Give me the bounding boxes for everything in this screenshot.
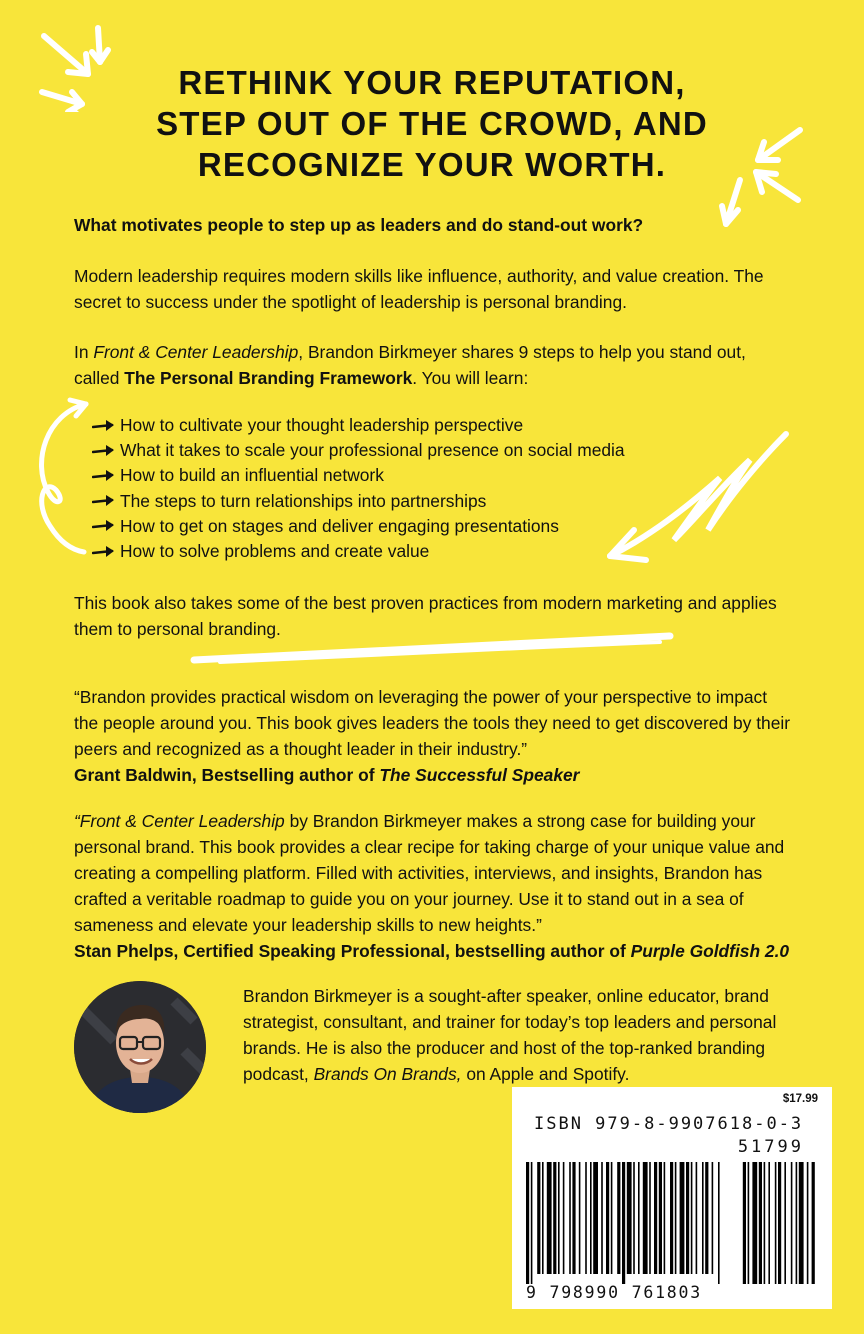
barcode-addon-bar [752,1162,757,1284]
barcode-bar [611,1162,613,1274]
list-item: How to build an influential network [92,463,625,488]
barcode-bars [526,1162,818,1284]
framework-paragraph [74,339,794,391]
barcode-addon-bar [799,1162,804,1284]
barcode-addon-bar [807,1162,809,1284]
barcode-bar [659,1162,662,1274]
learn-list [92,413,625,564]
barcode-bar [558,1162,560,1274]
barcode-bar [537,1162,540,1274]
author-portrait-icon [74,981,206,1113]
arrow-right-icon [92,419,118,433]
barcode-addon-bar [748,1162,750,1284]
barcode-bar [569,1162,571,1274]
intro-paragraph: Modern leadership requires modern skills like influence, authority, and value creation. The secret to success under the spotlight of leadership is personal branding. [74,266,764,312]
arrow-right-icon [92,519,118,533]
barcode-addon-bar [764,1162,766,1284]
barcode-bar [654,1162,657,1274]
barcode-bar [542,1162,544,1274]
barcode-bar [633,1162,635,1274]
barcode-bar [617,1162,620,1274]
list-item: How to solve problems and create value [92,539,625,564]
arrow-right-icon [92,469,118,483]
headline-line-2: STEP OUT OF THE CROWD, AND [156,105,708,142]
barcode-bar [638,1162,640,1274]
framework-name: The Personal Branding Framework [124,368,413,388]
barcode-bar [702,1162,704,1274]
barcode-addon-bar [784,1162,786,1284]
price-label: $17.99 [782,1093,818,1105]
barcode-bar [675,1162,677,1274]
barcode-bar [670,1162,673,1274]
lead-question: What motivates people to step up as leaders and do stand-out work? [74,215,644,235]
barcode-bar [680,1162,685,1274]
barcode-bar [718,1162,720,1284]
barcode-bar [593,1162,598,1274]
barcode-addon-bar [768,1162,770,1284]
barcode-bar [572,1162,575,1274]
chalk-curl-arrow-icon [26,392,96,562]
barcode-bar [590,1162,592,1274]
framework-middle: , Brandon Birkmeyer shares 9 steps to help you stand out, called [74,342,746,388]
barcode-bar [664,1162,666,1274]
arrow-right-icon [92,444,118,458]
testimonial-quote: “Front & Center Leadership by Brandon Birkmeyer makes a strong case for building your personal brand. This book provides a clear recipe for taking charge of your unique value and creating a compelling platform. Filled with activities, interviews, and insights, Brandon has crafted a veritable roadmap to guide you on your journey. Use it to stand out in a sea of sameness and elevate your leadership skills to new heights.” [74,811,785,935]
testimonial-attribution: Grant Baldwin, Bestselling author of The Successful Speaker [74,765,580,785]
barcode-bar [553,1162,556,1274]
testimonial-1 [74,684,794,788]
author-bio: Brandon Birkmeyer is a sought-after speaker, online educator, brand strategist, consultant, and trainer for today’s top leaders and personal brands. He is also the producer and host of the top-ranked branding podcast, Brands On Brands, on Apple and Spotify. [243,986,777,1084]
headline-line-3: RECOGNIZE YOUR WORTH. [197,146,667,183]
author-photo [74,981,206,1113]
barcode-addon-bar [743,1162,746,1284]
barcode-bar [606,1162,609,1274]
barcode-bar [643,1162,648,1274]
closing-paragraph: This book also takes some of the best proven practices from modern marketing and applies them to personal branding. [74,593,777,639]
barcode-bar [649,1162,651,1274]
barcode-addon-bar [775,1162,777,1284]
barcode-bar [705,1162,708,1274]
arrow-right-icon [92,545,118,559]
barcode-bar [531,1162,533,1284]
barcode-bar [579,1162,581,1274]
arrow-right-icon [92,494,118,508]
barcode-bar [601,1162,603,1274]
barcode-addon-bar [778,1162,781,1284]
headline-line-1: RETHINK YOUR REPUTATION, [178,64,686,101]
quote-book-title: “Front & Center Leadership [74,811,285,831]
testimonial-work: The Successful Speaker [379,765,580,785]
framework-suffix: . You will learn: [412,368,529,388]
barcode-bar [712,1162,714,1274]
barcode-addon-bar [796,1162,798,1284]
barcode-bar [526,1162,529,1284]
testimonial-quote: “Brandon provides practical wisdom on leveraging the power of your perspective to impact the people around you. This book gives leaders the tools they need to get discovered by their peers and recognized as a thought leader in their industry.” [74,687,791,759]
headline [0,62,864,185]
testimonial-work: Purple Goldfish 2.0 [630,941,790,961]
book-title: Front & Center Leadership [93,342,299,362]
list-item: What it takes to scale your professional presence on social media [92,438,625,463]
price-code: 51799 [737,1137,804,1157]
barcode-bar [696,1162,698,1274]
testimonial-attribution: Stan Phelps, Certified Speaking Professional, bestselling author of Purple Goldfish 2.0 [74,941,790,961]
ean-number: 9 798990 761803 [526,1283,703,1302]
barcode-bar [691,1162,693,1274]
framework-prefix: In [74,342,94,362]
list-item: The steps to turn relationships into partnerships [92,489,625,514]
barcode-bar [585,1162,587,1274]
barcode-bar [563,1162,565,1274]
barcode-bar [686,1162,689,1274]
list-item: How to cultivate your thought leadership perspective [92,413,625,438]
testimonial-2 [74,808,794,964]
barcode-panel [512,1087,832,1309]
podcast-name: Brands On Brands, [313,1064,462,1084]
list-item: How to get on stages and deliver engaging presentations [92,514,625,539]
barcode-bar [622,1162,625,1284]
barcode-addon-bar [791,1162,793,1284]
barcode-bar [627,1162,632,1274]
barcode-addon-bar [759,1162,762,1284]
barcode-addon-bar [812,1162,815,1284]
isbn-number: ISBN 979-8-9907618-0-3 [534,1114,804,1134]
barcode-bar [547,1162,552,1274]
